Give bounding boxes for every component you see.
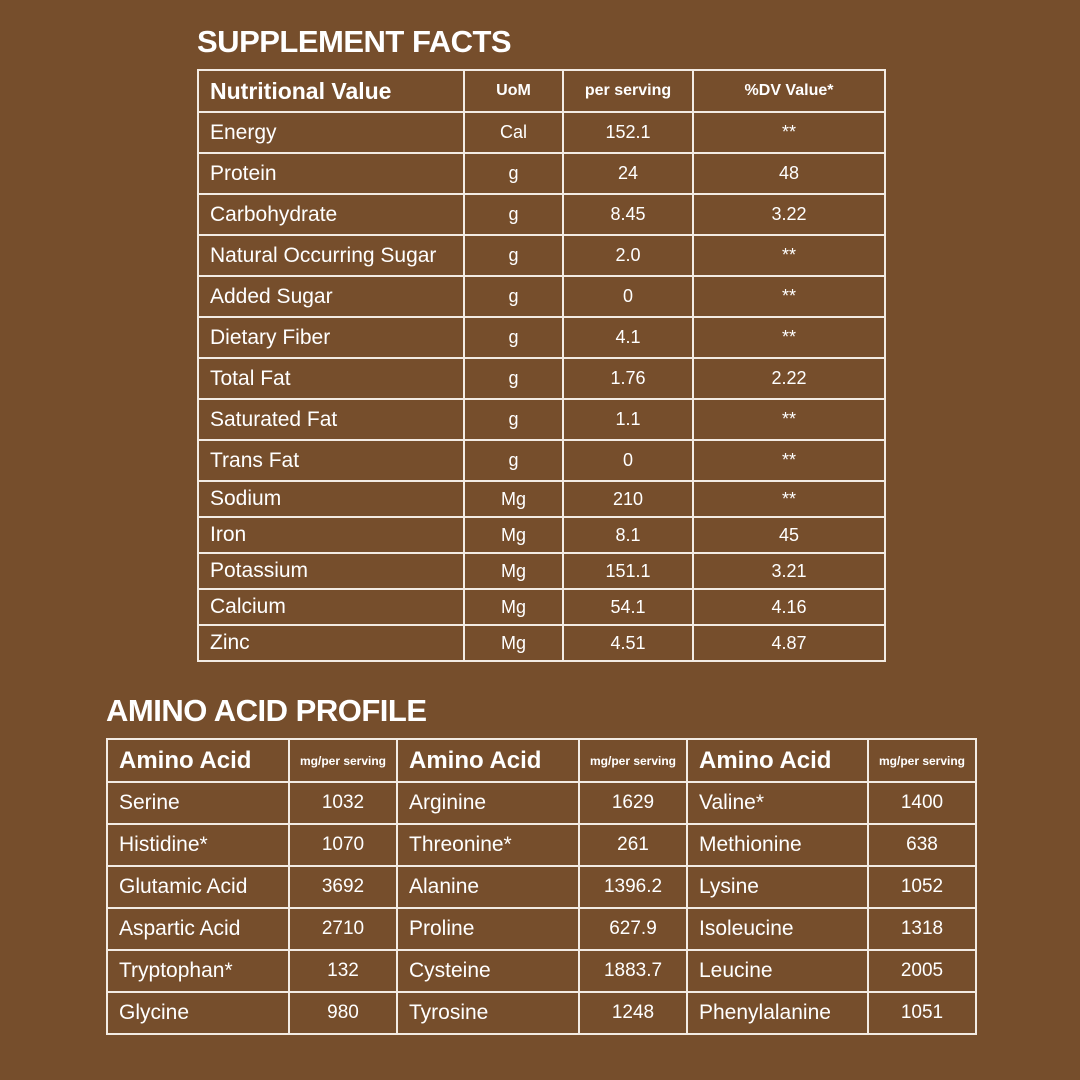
table-row <box>198 625 885 661</box>
nutrient-name: Carbohydrate <box>198 194 464 235</box>
nutrient-uom: Cal <box>464 112 563 153</box>
nutrient-per-serving: 1.76 <box>563 358 693 399</box>
amino-acid-amount: 627.9 <box>579 908 687 950</box>
nutrient-uom: g <box>464 194 563 235</box>
nutrient-per-serving: 4.51 <box>563 625 693 661</box>
table-row <box>198 399 885 440</box>
nutrient-dv: 2.22 <box>693 358 885 399</box>
nutrient-dv: ** <box>693 399 885 440</box>
header-dv-value: %DV Value* <box>693 70 885 112</box>
amino-acid-name: Alanine <box>397 866 579 908</box>
amino-acid-amount: 2005 <box>868 950 976 992</box>
nutrient-uom: Mg <box>464 553 563 589</box>
amino-acid-name: Phenylalanine <box>687 992 868 1034</box>
nutrient-dv: ** <box>693 112 885 153</box>
amino-acid-amount: 1051 <box>868 992 976 1034</box>
header-mg-per-serving: mg/per serving <box>579 739 687 782</box>
amino-acid-name: Threonine* <box>397 824 579 866</box>
amino-acid-amount: 132 <box>289 950 397 992</box>
nutrient-name: Dietary Fiber <box>198 317 464 358</box>
table-row <box>198 517 885 553</box>
supplement-facts-table <box>197 69 886 662</box>
table-row <box>107 908 976 950</box>
nutrient-name: Added Sugar <box>198 276 464 317</box>
amino-acid-profile-title: AMINO ACID PROFILE <box>106 693 427 728</box>
nutrient-per-serving: 0 <box>563 276 693 317</box>
nutrient-uom: g <box>464 317 563 358</box>
amino-acid-name: Glutamic Acid <box>107 866 289 908</box>
nutrient-name: Saturated Fat <box>198 399 464 440</box>
table-row <box>198 553 885 589</box>
amino-acid-amount: 638 <box>868 824 976 866</box>
amino-acid-amount: 1070 <box>289 824 397 866</box>
table-row <box>198 440 885 481</box>
nutrient-dv: 3.21 <box>693 553 885 589</box>
nutrient-dv: 3.22 <box>693 194 885 235</box>
table-row <box>107 866 976 908</box>
nutrient-name: Total Fat <box>198 358 464 399</box>
amino-acid-amount: 1032 <box>289 782 397 824</box>
amino-acid-name: Valine* <box>687 782 868 824</box>
supplement-facts-title: SUPPLEMENT FACTS <box>197 24 512 59</box>
amino-acid-table <box>106 738 977 1035</box>
table-row <box>198 112 885 153</box>
header-mg-per-serving: mg/per serving <box>289 739 397 782</box>
nutrient-name: Sodium <box>198 481 464 517</box>
nutrient-per-serving: 8.1 <box>563 517 693 553</box>
nutrient-per-serving: 24 <box>563 153 693 194</box>
nutrient-dv: ** <box>693 317 885 358</box>
amino-acid-amount: 1318 <box>868 908 976 950</box>
amino-acid-amount: 1052 <box>868 866 976 908</box>
table-row <box>107 782 976 824</box>
amino-acid-name: Arginine <box>397 782 579 824</box>
nutrient-uom: g <box>464 153 563 194</box>
nutrient-uom: g <box>464 399 563 440</box>
amino-acid-amount: 1396.2 <box>579 866 687 908</box>
nutrient-uom: g <box>464 235 563 276</box>
nutrient-dv: 4.16 <box>693 589 885 625</box>
amino-acid-amount: 980 <box>289 992 397 1034</box>
amino-acid-amount: 2710 <box>289 908 397 950</box>
nutrient-uom: g <box>464 276 563 317</box>
table-header-row <box>198 70 885 112</box>
table-row <box>198 589 885 625</box>
nutrient-dv: 4.87 <box>693 625 885 661</box>
amino-acid-name: Tyrosine <box>397 992 579 1034</box>
header-per-serving: per serving <box>563 70 693 112</box>
nutrient-per-serving: 210 <box>563 481 693 517</box>
amino-acid-amount: 1400 <box>868 782 976 824</box>
nutrient-uom: Mg <box>464 625 563 661</box>
nutrient-per-serving: 2.0 <box>563 235 693 276</box>
table-row <box>107 950 976 992</box>
table-row <box>198 317 885 358</box>
nutrient-name: Iron <box>198 517 464 553</box>
nutrient-per-serving: 4.1 <box>563 317 693 358</box>
header-nutritional-value: Nutritional Value <box>198 70 464 112</box>
nutrient-uom: g <box>464 358 563 399</box>
nutrient-per-serving: 1.1 <box>563 399 693 440</box>
nutrient-dv: ** <box>693 235 885 276</box>
table-row <box>198 153 885 194</box>
amino-acid-name: Lysine <box>687 866 868 908</box>
header-mg-per-serving: mg/per serving <box>868 739 976 782</box>
nutrient-name: Zinc <box>198 625 464 661</box>
amino-acid-name: Serine <box>107 782 289 824</box>
amino-acid-amount: 1248 <box>579 992 687 1034</box>
amino-acid-amount: 3692 <box>289 866 397 908</box>
table-row <box>107 992 976 1034</box>
nutrient-name: Natural Occurring Sugar <box>198 235 464 276</box>
nutrient-name: Calcium <box>198 589 464 625</box>
amino-acid-name: Tryptophan* <box>107 950 289 992</box>
nutrient-dv: ** <box>693 481 885 517</box>
amino-acid-name: Cysteine <box>397 950 579 992</box>
nutrient-uom: Mg <box>464 481 563 517</box>
amino-acid-name: Isoleucine <box>687 908 868 950</box>
header-amino-acid: Amino Acid <box>397 739 579 782</box>
nutrient-name: Potassium <box>198 553 464 589</box>
amino-acid-name: Methionine <box>687 824 868 866</box>
nutrient-dv: ** <box>693 276 885 317</box>
nutrient-uom: Mg <box>464 589 563 625</box>
table-row <box>198 481 885 517</box>
amino-acid-amount: 261 <box>579 824 687 866</box>
nutrient-per-serving: 8.45 <box>563 194 693 235</box>
table-row <box>107 824 976 866</box>
table-row <box>198 235 885 276</box>
nutrient-name: Energy <box>198 112 464 153</box>
amino-acid-name: Histidine* <box>107 824 289 866</box>
amino-acid-name: Leucine <box>687 950 868 992</box>
header-amino-acid: Amino Acid <box>107 739 289 782</box>
nutrient-dv: ** <box>693 440 885 481</box>
amino-acid-name: Proline <box>397 908 579 950</box>
table-row <box>198 194 885 235</box>
amino-acid-amount: 1883.7 <box>579 950 687 992</box>
header-amino-acid: Amino Acid <box>687 739 868 782</box>
nutrient-name: Protein <box>198 153 464 194</box>
nutrient-uom: g <box>464 440 563 481</box>
nutrient-dv: 48 <box>693 153 885 194</box>
amino-acid-name: Glycine <box>107 992 289 1034</box>
amino-acid-name: Aspartic Acid <box>107 908 289 950</box>
nutrient-per-serving: 0 <box>563 440 693 481</box>
amino-acid-amount: 1629 <box>579 782 687 824</box>
nutrient-uom: Mg <box>464 517 563 553</box>
table-header-row <box>107 739 976 782</box>
table-row <box>198 358 885 399</box>
table-row <box>198 276 885 317</box>
header-uom: UoM <box>464 70 563 112</box>
nutrient-dv: 45 <box>693 517 885 553</box>
nutrient-per-serving: 54.1 <box>563 589 693 625</box>
nutrient-name: Trans Fat <box>198 440 464 481</box>
nutrient-per-serving: 152.1 <box>563 112 693 153</box>
nutrient-per-serving: 151.1 <box>563 553 693 589</box>
